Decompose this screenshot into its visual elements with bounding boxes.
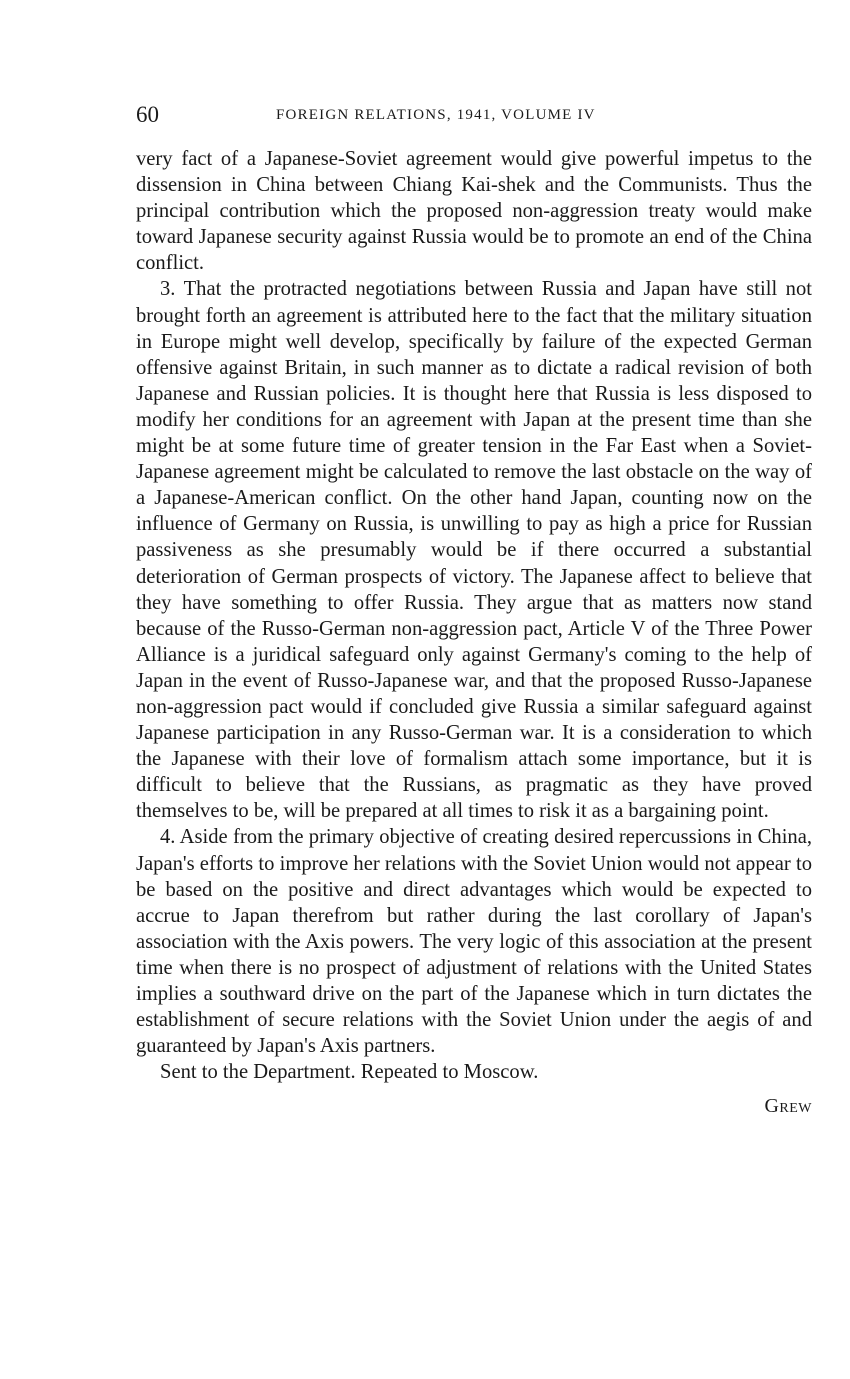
paragraph-3: 3. That the protracted negotiations between Russia and Japan have still not brought forth an agreement is attributed here to the fact that the military situation in Europe might well develop, specifically by failure of the expected German offensive against Britain, in such manner as to dictate a radical revision of both Japanese and Russian policies. It is thought here that Russia is less disposed to modify her conditions for an agreement with Japan at the present time than she might be at some future time of greater tension in the Far East when a Soviet-Japanese agreement might be calculated to remove the last obstacle on the way of a Japanese-American conflict. On the other hand Japan, counting now on the influence of Germany on Russia, is unwilling to pay as high a price for Russian passiveness as she presumably would be if there occurred a substantial deterioration of German prospects of victory. The Japanese affect to believe that they have something to offer Russia. They argue that as matters now stand because of the Russo-German non-aggression pact, Article V of the Three Power Alliance is a juridical safeguard only against Germany's coming to the help of Japan in the event of Russo-Japanese war, and that the proposed Russo-Japanese non-aggression pact would if concluded give Russia a similar safeguard against Japanese participation in any Russo-German war. It is a consideration to which the Japanese with their love of formalism attach some importance, but it is difficult to believe that the Russians, as pragmatic as they have proved themselves to be, will be prepared at all times to risk it as a bargaining point. — [136, 278, 812, 823]
signature: Grew — [764, 1095, 812, 1118]
paragraph-closing: Sent to the Department. Repeated to Moscow. — [160, 1061, 539, 1084]
paragraph-continuation: very fact of a Japanese-Soviet agreement would give powerful impetus to the dissension in China between Chiang Kai-shek and the Communists. Thus the principal contribution which the proposed non-aggression treaty would make toward Japanese security against Russia would be to promote an end of the China conflict. — [136, 148, 812, 275]
running-head — [136, 100, 812, 130]
page-number: 60 — [136, 102, 159, 127]
document-page — [136, 100, 812, 1119]
running-head-title: FOREIGN RELATIONS, 1941, VOLUME IV — [276, 107, 596, 123]
body-text — [136, 146, 812, 1085]
paragraph-4: 4. Aside from the primary objective of creating desired repercussions in China, Japan's efforts to improve her relations with the Soviet Union would not appear to be based on the positive and direct advantages which would be expected to accrue to Japan therefrom but rather during the last corollary of Japan's association with the Axis powers. The very logic of this association at the present time when there is no prospect of adjustment of relations with the United States implies a southward drive on the part of the Japanese which in turn dictates the establishment of secure relations with the Soviet Union under the aegis of and guaranteed by Japan's Axis partners. — [136, 826, 812, 1058]
